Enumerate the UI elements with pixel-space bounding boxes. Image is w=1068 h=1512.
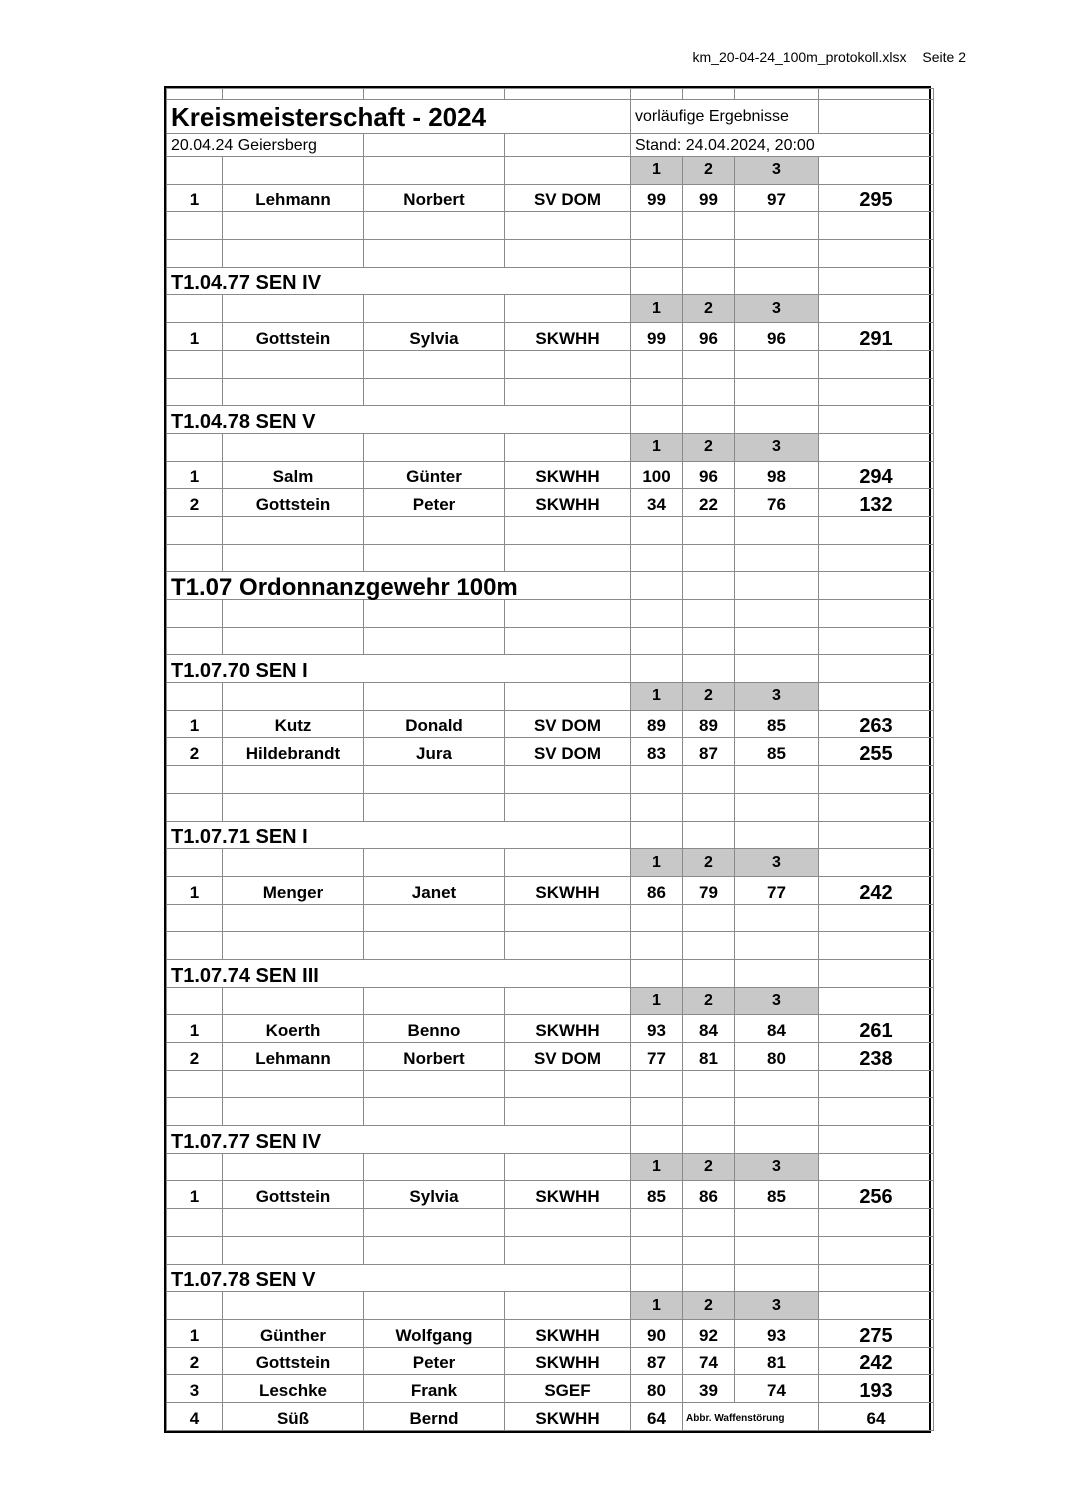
- first-name: Peter: [364, 1347, 505, 1375]
- result-note: Abbr. Waffenstörung: [683, 1402, 819, 1430]
- discipline-heading: T1.07 Ordonnanzgewehr 100m: [167, 572, 631, 600]
- category-row: [167, 959, 934, 987]
- empty-row: [167, 1070, 934, 1098]
- file-name: km_20-04-24_100m_protokoll.xlsx: [692, 49, 907, 65]
- series-3: 81: [735, 1347, 819, 1375]
- first-name: Norbert: [364, 1043, 505, 1071]
- result-row: [167, 876, 934, 904]
- category-row: [167, 406, 934, 434]
- last-name: Kutz: [223, 710, 364, 738]
- last-name: Lehmann: [223, 1043, 364, 1071]
- empty-row: [167, 766, 934, 794]
- series-2: 96: [683, 461, 735, 489]
- series-header-row: [167, 295, 934, 323]
- series-3: 84: [735, 1015, 819, 1043]
- last-name: Gottstein: [223, 489, 364, 517]
- category-title: T1.04.78 SEN V: [167, 406, 631, 434]
- place: 1: [167, 876, 223, 904]
- first-name: Peter: [364, 489, 505, 517]
- first-name: Günter: [364, 461, 505, 489]
- series-header: 3: [735, 1153, 819, 1181]
- category-title: T1.07.71 SEN I: [167, 821, 631, 849]
- total: 263: [819, 710, 934, 738]
- category-title: T1.07.78 SEN V: [167, 1264, 631, 1292]
- series-header: 3: [735, 1292, 819, 1320]
- series-header: 1: [631, 157, 683, 185]
- series-header-row: [167, 433, 934, 461]
- club: SKWHH: [505, 489, 631, 517]
- total: 294: [819, 461, 934, 489]
- category-row: [167, 821, 934, 849]
- place: 1: [167, 1319, 223, 1347]
- series-header-row: [167, 157, 934, 185]
- total: 242: [819, 876, 934, 904]
- category-row: [167, 1264, 934, 1292]
- date-place: 20.04.24 Geiersberg: [167, 134, 364, 157]
- last-name: Leschke: [223, 1375, 364, 1403]
- series-1: 77: [631, 1043, 683, 1071]
- place: 2: [167, 489, 223, 517]
- results-table: [166, 88, 934, 1431]
- series-3: 74: [735, 1375, 819, 1403]
- discipline-row: [167, 572, 934, 600]
- category-row: [167, 1126, 934, 1154]
- result-row: [167, 1319, 934, 1347]
- category-title: T1.04.77 SEN IV: [167, 267, 631, 295]
- series-1: 99: [631, 184, 683, 212]
- series-header: 1: [631, 1292, 683, 1320]
- total: 256: [819, 1181, 934, 1209]
- empty-row: [167, 350, 934, 378]
- series-1: 83: [631, 738, 683, 766]
- empty-row: [167, 212, 934, 240]
- series-1: 64: [631, 1402, 683, 1430]
- series-3: 98: [735, 461, 819, 489]
- empty-row: [167, 516, 934, 544]
- series-3: 77: [735, 876, 819, 904]
- page-header: [693, 49, 966, 65]
- series-header-row: [167, 1292, 934, 1320]
- series-1: 89: [631, 710, 683, 738]
- empty-row: [167, 378, 934, 406]
- page-title: Kreismeisterschaft - 2024: [167, 100, 631, 134]
- place: 1: [167, 323, 223, 351]
- total: 295: [819, 184, 934, 212]
- empty-row: [167, 627, 934, 655]
- series-2: 81: [683, 1043, 735, 1071]
- series-header: 1: [631, 849, 683, 877]
- first-name: Jura: [364, 738, 505, 766]
- result-row: [167, 1043, 934, 1071]
- place: 1: [167, 461, 223, 489]
- empty-row: [167, 600, 934, 628]
- series-1: 93: [631, 1015, 683, 1043]
- empty-row: [167, 1236, 934, 1264]
- club: SKWHH: [505, 1402, 631, 1430]
- result-row: [167, 489, 934, 517]
- first-name: Wolfgang: [364, 1319, 505, 1347]
- total: 291: [819, 323, 934, 351]
- empty-row: [167, 904, 934, 932]
- series-header: 2: [683, 987, 735, 1015]
- series-3: 97: [735, 184, 819, 212]
- series-1: 80: [631, 1375, 683, 1403]
- series-3: 76: [735, 489, 819, 517]
- place: 4: [167, 1402, 223, 1430]
- category-row: [167, 267, 934, 295]
- first-name: Norbert: [364, 184, 505, 212]
- last-name: Menger: [223, 876, 364, 904]
- total: 275: [819, 1319, 934, 1347]
- series-2: 79: [683, 876, 735, 904]
- series-1: 86: [631, 876, 683, 904]
- result-row: [167, 1015, 934, 1043]
- series-2: 99: [683, 184, 735, 212]
- series-header: 2: [683, 849, 735, 877]
- series-header: 3: [735, 433, 819, 461]
- place: 2: [167, 738, 223, 766]
- empty-row: [167, 240, 934, 268]
- title-row: [167, 100, 934, 134]
- series-header: 1: [631, 295, 683, 323]
- series-header: 1: [631, 1153, 683, 1181]
- first-name: Bernd: [364, 1402, 505, 1430]
- result-row: [167, 323, 934, 351]
- series-header-row: [167, 987, 934, 1015]
- page-number: Seite 2: [922, 49, 966, 65]
- series-header: 2: [683, 683, 735, 711]
- result-row: [167, 184, 934, 212]
- series-header: 3: [735, 683, 819, 711]
- series-1: 90: [631, 1319, 683, 1347]
- series-2: 92: [683, 1319, 735, 1347]
- club: SV DOM: [505, 184, 631, 212]
- series-2: 87: [683, 738, 735, 766]
- series-header: 2: [683, 1292, 735, 1320]
- place: 2: [167, 1043, 223, 1071]
- category-title: T1.07.74 SEN III: [167, 959, 631, 987]
- empty-row: [167, 1098, 934, 1126]
- last-name: Hildebrandt: [223, 738, 364, 766]
- series-header: 3: [735, 157, 819, 185]
- series-1: 99: [631, 323, 683, 351]
- last-name: Gottstein: [223, 323, 364, 351]
- club: SKWHH: [505, 1015, 631, 1043]
- club: SKWHH: [505, 1181, 631, 1209]
- first-name: Benno: [364, 1015, 505, 1043]
- first-name: Sylvia: [364, 323, 505, 351]
- series-2: 96: [683, 323, 735, 351]
- series-3: 85: [735, 710, 819, 738]
- series-header-row: [167, 683, 934, 711]
- empty-row: [167, 793, 934, 821]
- status-label: vorläufige Ergebnisse: [631, 100, 819, 134]
- last-name: Salm: [223, 461, 364, 489]
- last-name: Gottstein: [223, 1347, 364, 1375]
- series-1: 100: [631, 461, 683, 489]
- series-3: 85: [735, 738, 819, 766]
- first-name: Sylvia: [364, 1181, 505, 1209]
- stand-label: Stand: 24.04.2024, 20:00: [631, 134, 934, 157]
- series-header: 3: [735, 849, 819, 877]
- category-title: T1.07.70 SEN I: [167, 655, 631, 683]
- result-row: [167, 738, 934, 766]
- result-row: [167, 1181, 934, 1209]
- results-sheet: [164, 86, 931, 1433]
- first-name: Frank: [364, 1375, 505, 1403]
- total: 255: [819, 738, 934, 766]
- series-header: 3: [735, 987, 819, 1015]
- first-name: Donald: [364, 710, 505, 738]
- last-name: Gottstein: [223, 1181, 364, 1209]
- place: 2: [167, 1347, 223, 1375]
- series-1: 87: [631, 1347, 683, 1375]
- empty-row: [167, 1209, 934, 1237]
- last-name: Günther: [223, 1319, 364, 1347]
- series-3: 93: [735, 1319, 819, 1347]
- series-1: 34: [631, 489, 683, 517]
- series-header: 2: [683, 1153, 735, 1181]
- last-name: Koerth: [223, 1015, 364, 1043]
- series-header: 3: [735, 295, 819, 323]
- last-name: Lehmann: [223, 184, 364, 212]
- result-row: [167, 710, 934, 738]
- series-header: 2: [683, 433, 735, 461]
- series-1: 85: [631, 1181, 683, 1209]
- place: 1: [167, 184, 223, 212]
- total: 193: [819, 1375, 934, 1403]
- series-2: 86: [683, 1181, 735, 1209]
- result-row: [167, 1347, 934, 1375]
- last-name: Süß: [223, 1402, 364, 1430]
- club: SKWHH: [505, 461, 631, 489]
- club: SKWHH: [505, 323, 631, 351]
- club: SV DOM: [505, 738, 631, 766]
- series-3: 96: [735, 323, 819, 351]
- series-2: 84: [683, 1015, 735, 1043]
- place: 3: [167, 1375, 223, 1403]
- series-3: 85: [735, 1181, 819, 1209]
- club: SV DOM: [505, 1043, 631, 1071]
- series-header-row: [167, 1153, 934, 1181]
- total: 132: [819, 489, 934, 517]
- total: 242: [819, 1347, 934, 1375]
- series-header-row: [167, 849, 934, 877]
- series-header: 2: [683, 157, 735, 185]
- total: 238: [819, 1043, 934, 1071]
- info-row: [167, 134, 934, 157]
- category-row: [167, 655, 934, 683]
- club: SGEF: [505, 1375, 631, 1403]
- spacer-row: [167, 89, 934, 100]
- empty-row: [167, 544, 934, 572]
- series-2: 89: [683, 710, 735, 738]
- club: SKWHH: [505, 1347, 631, 1375]
- first-name: Janet: [364, 876, 505, 904]
- result-row: [167, 1375, 934, 1403]
- club: SKWHH: [505, 1319, 631, 1347]
- club: SKWHH: [505, 876, 631, 904]
- place: 1: [167, 1181, 223, 1209]
- club: SV DOM: [505, 710, 631, 738]
- series-3: 80: [735, 1043, 819, 1071]
- series-header: 1: [631, 683, 683, 711]
- series-header: 1: [631, 987, 683, 1015]
- empty-row: [167, 932, 934, 960]
- total: 64: [819, 1402, 934, 1430]
- series-2: 74: [683, 1347, 735, 1375]
- place: 1: [167, 1015, 223, 1043]
- series-header: 2: [683, 295, 735, 323]
- result-row: [167, 1402, 934, 1430]
- series-2: 39: [683, 1375, 735, 1403]
- result-row: [167, 461, 934, 489]
- place: 1: [167, 710, 223, 738]
- series-header: 1: [631, 433, 683, 461]
- total: 261: [819, 1015, 934, 1043]
- category-title: T1.07.77 SEN IV: [167, 1126, 631, 1154]
- series-2: 22: [683, 489, 735, 517]
